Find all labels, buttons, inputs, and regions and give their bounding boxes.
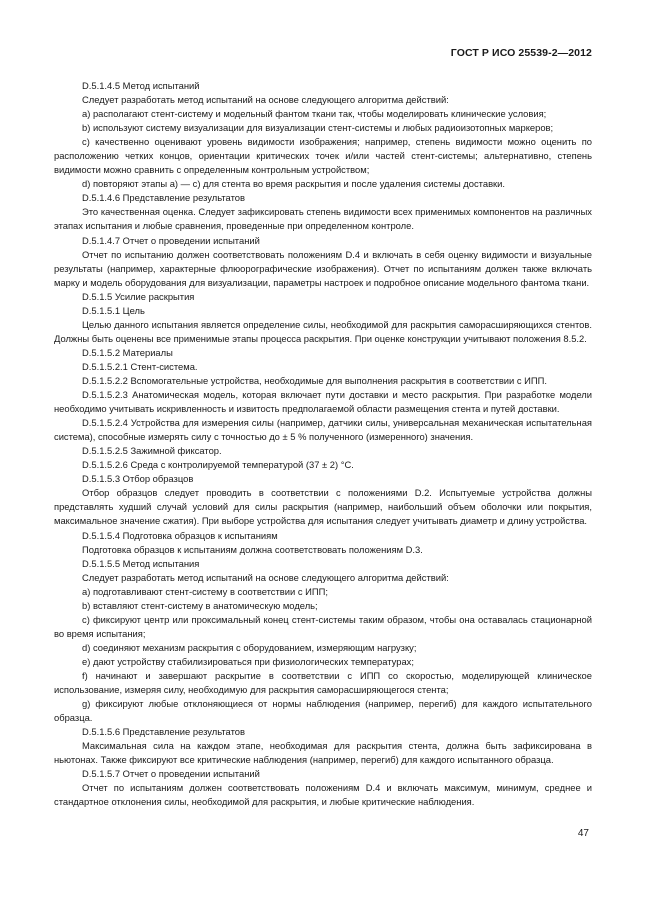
section-heading: D.5.1.5.4 Подготовка образцов к испытаниям: [82, 529, 278, 541]
section-heading: D.5.1.5.1 Цель: [82, 304, 145, 316]
list-item: a) располагают стент-систему и модельный фантом ткани так, чтобы моделировать клинические условия;: [82, 108, 547, 120]
paragraph: D.5.1.5.2.5 Зажимной фиксатор.: [82, 445, 222, 457]
paragraph: Подготовка образцов к испытаниям должна соответствовать положениям D.3.: [82, 543, 423, 555]
paragraph: D.5.1.5.2.4 Устройства для измерения силы (например, датчики силы, универсальная механическая испытательная система), способные измерять силу с точностью до ± 5 % полученного (измеренного) значения.: [54, 417, 592, 443]
list-item: g) фиксируют любые отклоняющиеся от нормы наблюдения (например, перегиб) для каждого испытательного образца.: [54, 698, 592, 724]
paragraph: Следует разработать метод испытаний на основе следующего алгоритма действий:: [82, 571, 449, 583]
section-heading: D.5.1.5.6 Представление результатов: [82, 726, 245, 738]
paragraph: D.5.1.5.2.6 Среда с контролируемой температурой (37 ± 2) °С.: [82, 459, 354, 471]
paragraph: Отчет по испытаниям должен соответствовать положениям D.4 и включать максимум, минимум, среднее и стандартное отклонения силы, необходимой для раскрытия, и любые критические наблюдения.: [54, 782, 592, 808]
paragraph: Максимальная сила на каждом этапе, необходимая для раскрытия стента, должна быть зафиксирована в ньютонах. Также фиксируют все критические наблюдения (например, перегиб) для каждого испытанного образца.: [54, 740, 592, 766]
paragraph: Это качественная оценка. Следует зафиксировать степень видимости всех применимых компонентов на различных этапах испытания и любые сравнения, проведенные при определенном контроле.: [54, 206, 592, 232]
page-number: 47: [577, 828, 589, 839]
list-item: b) вставляют стент-систему в анатомическую модель;: [82, 599, 318, 611]
section-heading: D.5.1.5.3 Отбор образцов: [82, 473, 194, 485]
list-item: d) повторяют этапы a) — c) для стента во время раскрытия и после удаления системы доставки.: [82, 178, 506, 190]
list-item: c) фиксируют центр или проксимальный конец стент-системы таким образом, чтобы она оставалась стационарной во время испытания;: [54, 613, 592, 639]
list-item: c) качественно оценивают уровень видимости изображения; например, степень видимости можно оценить по расположению четких концов, ориентации критических точек и/или частей стент-системы; альтернативно, степень видимости можно сравнить с определенным контрольным устройством;: [54, 136, 592, 176]
paragraph: D.5.1.5.2.3 Анатомическая модель, которая включает пути доставки и место раскрытия. При разработке модели необходимо учитывать искривленность и извитость предполагаемой области размещения стента и путей доставки.: [54, 389, 592, 415]
section-heading: D.5.1.5 Усилие раскрытия: [82, 290, 195, 302]
list-item: e) дают устройству стабилизироваться при физиологических температурах;: [82, 655, 414, 667]
section-heading: D.5.1.4.5 Метод испытаний: [82, 80, 200, 91]
document-header-standard: ГОСТ Р ИСО 25539-2—2012: [450, 47, 592, 59]
paragraph: Отчет по испытанию должен соответствовать положениям D.4 и включать в себя оценку видимости и визуальные результаты (например, характерные флюорографические изображения). Отчет по испытаниям должен также включать марку и модель оборудования для визуализации, параметры настроек и подробное описание модельного фантома ткани.: [54, 248, 592, 288]
paragraph: Отбор образцов следует проводить в соответствии с положениями D.2. Испытуемые устройства должны представлять худший случай условий для силы раскрытия (например, наибольший объем оболочки или покрытия, максимальное значение сжатия). При выборе устройства для испытания следует учитывать диаметр и длину устройства.: [54, 487, 592, 527]
list-item: f) начинают и завершают раскрытие в соответствии с ИПП со скоростью, моделирующей клиническое использование, измеряя силу, необходимую для раскрытия саморасширяющегося стента;: [54, 669, 592, 696]
list-item: b) используют систему визуализации для визуализации стент-системы и любых радиоизотопных маркеров;: [82, 122, 554, 134]
paragraph: D.5.1.5.2.1 Стент-система.: [82, 360, 198, 372]
section-heading: D.5.1.5.7 Отчет о проведении испытаний: [82, 768, 260, 780]
page-body: [54, 79, 592, 809]
section-heading: D.5.1.5.5 Метод испытания: [82, 557, 200, 569]
list-item: d) соединяют механизм раскрытия с оборудованием, измеряющим нагрузку;: [82, 641, 417, 653]
section-heading: D.5.1.5.2 Материалы: [82, 346, 173, 358]
section-heading: D.5.1.4.7 Отчет о проведении испытаний: [82, 234, 260, 246]
paragraph: D.5.1.5.2.2 Вспомогательные устройства, необходимые для выполнения раскрытия в соответствии с ИПП.: [82, 374, 548, 386]
list-item: a) подготавливают стент-систему в соответствии с ИПП;: [82, 585, 328, 597]
paragraph: Следует разработать метод испытаний на основе следующего алгоритма действий:: [82, 94, 449, 106]
paragraph: Целью данного испытания является определение силы, необходимой для раскрытия саморасширяющихся стентов. Должны быть оценены все применимые этапы процесса раскрытия. При оценке конструкции учитывают положения 8.5.2.: [54, 318, 592, 344]
section-heading: D.5.1.4.6 Представление результатов: [82, 192, 245, 204]
